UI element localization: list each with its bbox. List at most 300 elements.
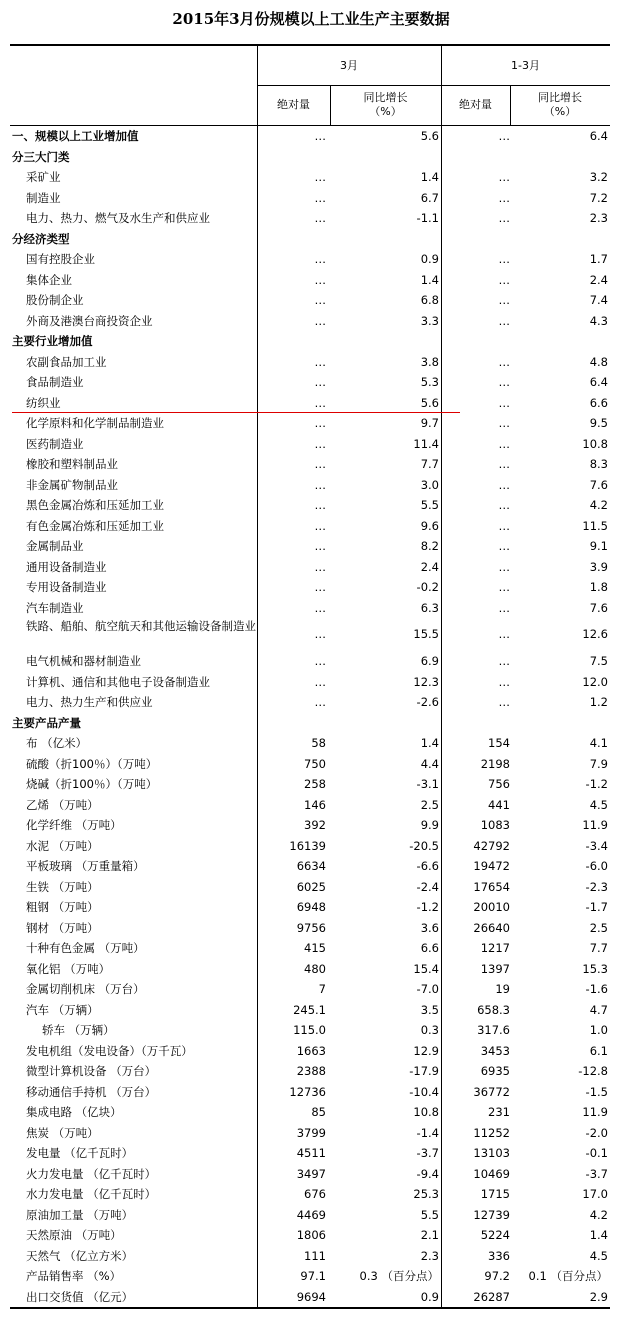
cell-march-abs: 9694 — [296, 1289, 326, 1304]
cell-q1-yoy: 12.6 — [582, 627, 608, 641]
row-label: 采矿业 — [26, 170, 61, 184]
cell-march-abs: 146 — [304, 797, 326, 812]
cell-q1-abs: … — [498, 313, 510, 328]
cell-march-yoy: 6.7 — [420, 190, 439, 205]
row-label: 原油加工量 （万吨） — [26, 1207, 134, 1222]
row-label: 通用设备制造业 — [26, 559, 107, 574]
cell-march-abs: 111 — [304, 1248, 326, 1263]
row-label: 水泥 （万吨） — [26, 838, 99, 853]
cell-march-abs: … — [314, 600, 326, 615]
cell-q1-abs: 2198 — [480, 756, 510, 771]
cell-march-yoy: 7.7 — [420, 457, 439, 471]
cell-march-abs: 58 — [311, 736, 326, 750]
row-label: 股份制企业 — [26, 293, 84, 307]
header-yoy-march: 同比增长 （%） — [363, 91, 408, 118]
cell-q1-abs: … — [498, 354, 510, 369]
table-row — [10, 1184, 610, 1205]
cell-q1-abs: 11252 — [473, 1125, 510, 1140]
table-row — [10, 454, 610, 475]
cell-q1-yoy: -3.4 — [585, 838, 608, 853]
cell-q1-abs: 19472 — [473, 859, 510, 873]
cell-march-yoy: -3.1 — [416, 777, 439, 791]
row-label: 乙烯 （万吨） — [26, 797, 99, 812]
cell-q1-abs: … — [498, 457, 510, 471]
table-row — [10, 126, 610, 147]
cell-q1-abs: … — [498, 695, 510, 709]
cell-q1-yoy: 7.6 — [589, 477, 608, 492]
cell-march-abs: 4511 — [296, 1146, 326, 1160]
cell-march-yoy: 8.2 — [420, 539, 439, 553]
cell-march-yoy: 1.4 — [420, 736, 439, 750]
cell-march-yoy: 1.4 — [420, 272, 439, 287]
cell-march-abs: 6025 — [296, 879, 326, 894]
cell-q1-abs: … — [498, 211, 510, 225]
cell-q1-yoy: 7.9 — [589, 756, 608, 771]
cell-q1-yoy: 4.5 — [589, 797, 608, 812]
table-row — [10, 774, 610, 795]
cell-march-abs: … — [314, 416, 326, 430]
cell-q1-abs: 756 — [488, 777, 510, 791]
cell-q1-yoy: 2.4 — [589, 272, 608, 287]
page-title: 2015年3月份规模以上工业生产主要数据 — [172, 10, 450, 28]
row-label: 化学原料和化学制品制造业 — [26, 416, 164, 430]
cell-q1-yoy: 15.3 — [582, 961, 608, 976]
cell-march-abs: 85 — [311, 1105, 326, 1119]
cell-q1-abs: 97.2 — [484, 1269, 510, 1283]
table-row — [10, 1164, 610, 1185]
table-row — [10, 393, 610, 414]
cell-q1-yoy: 7.6 — [589, 600, 608, 615]
table-row — [10, 1123, 610, 1144]
cell-march-yoy: 6.9 — [420, 654, 439, 668]
cell-march-abs: … — [314, 559, 326, 574]
cell-q1-abs: 1397 — [480, 961, 510, 976]
cell-march-yoy: 0.9 — [420, 252, 439, 266]
cell-march-yoy: 2.1 — [420, 1228, 439, 1242]
cell-q1-yoy: 7.4 — [589, 293, 608, 307]
cell-march-yoy: 2.4 — [420, 559, 439, 574]
cell-march-yoy: -9.4 — [416, 1166, 439, 1181]
cell-march-yoy: 5.6 — [420, 129, 439, 143]
cell-q1-yoy: 9.5 — [589, 416, 608, 430]
cell-march-abs: 415 — [304, 941, 326, 955]
cell-march-yoy: 3.3 — [420, 313, 439, 328]
table-row — [10, 713, 610, 734]
row-label: 硫酸（折100％）（万吨） — [26, 756, 158, 771]
cell-q1-abs: 658.3 — [477, 1002, 510, 1017]
row-label: 天然原油 （万吨） — [26, 1228, 122, 1242]
cell-q1-yoy: 6.1 — [589, 1043, 608, 1058]
row-label: 钢材 （万吨） — [26, 920, 99, 935]
cell-q1-yoy: 6.4 — [589, 375, 608, 389]
cell-march-abs: 1663 — [296, 1043, 326, 1058]
cell-q1-yoy: 4.7 — [589, 1002, 608, 1017]
row-label: 非金属矿物制品业 — [26, 477, 118, 492]
table-row — [10, 495, 610, 516]
cell-march-abs: … — [314, 627, 326, 641]
cell-march-abs: … — [314, 457, 326, 471]
cell-march-abs: … — [314, 293, 326, 307]
header-yoy-q1: 同比增长 （%） — [538, 91, 582, 118]
row-label: 产品销售率 （%） — [26, 1269, 122, 1283]
row-label: 氧化铝 （万吨） — [26, 961, 111, 976]
cell-march-yoy: 5.5 — [420, 498, 439, 512]
cell-q1-abs: 317.6 — [477, 1023, 510, 1037]
cell-march-yoy: 1.4 — [420, 170, 439, 184]
cell-march-yoy: 9.9 — [420, 818, 439, 832]
cell-q1-abs: 5224 — [480, 1228, 510, 1242]
header-abs-march: 绝对量 — [277, 98, 310, 111]
row-label: 电力、热力生产和供应业 — [26, 695, 153, 709]
cell-march-abs: 1806 — [296, 1228, 326, 1242]
table-row — [10, 475, 610, 496]
row-label: 金属制品业 — [26, 539, 84, 553]
row-label: 分三大门类 — [12, 149, 70, 164]
cell-march-abs: 9756 — [296, 920, 326, 935]
row-label: 分经济类型 — [12, 231, 70, 246]
cell-q1-yoy: 7.5 — [589, 654, 608, 668]
cell-march-yoy: -10.4 — [409, 1084, 439, 1099]
table-row — [10, 598, 610, 619]
cell-q1-yoy: 4.5 — [589, 1248, 608, 1263]
row-label: 微型计算机设备 （万台） — [26, 1064, 157, 1078]
table-body — [10, 126, 610, 1307]
cell-q1-abs: 10469 — [473, 1166, 510, 1181]
row-label: 黑色金属冶炼和压延加工业 — [26, 498, 164, 512]
cell-march-abs: 6634 — [296, 859, 326, 873]
cell-march-abs: … — [314, 674, 326, 689]
table-row — [10, 290, 610, 311]
cell-march-abs: 480 — [304, 961, 326, 976]
cell-q1-yoy: 1.0 — [589, 1023, 608, 1037]
cell-march-yoy: 15.4 — [413, 961, 439, 976]
cell-march-abs: … — [314, 354, 326, 369]
cell-q1-abs: 1083 — [480, 818, 510, 832]
row-label: 集体企业 — [26, 272, 72, 287]
cell-march-yoy: 6.6 — [420, 941, 439, 955]
cell-march-abs: … — [314, 395, 326, 410]
cell-march-yoy: 9.7 — [420, 416, 439, 430]
cell-march-yoy: -1.4 — [416, 1125, 439, 1140]
row-label: 平板玻璃 （万重量箱） — [26, 859, 145, 873]
cell-q1-abs: … — [498, 559, 510, 574]
table-row — [10, 516, 610, 537]
row-label: 一、规模以上工业增加值 — [12, 129, 139, 143]
table-row — [10, 651, 610, 672]
cell-q1-yoy: -2.0 — [585, 1125, 608, 1140]
cell-march-abs: … — [314, 211, 326, 225]
table-row — [10, 188, 610, 209]
table-row — [10, 147, 610, 168]
row-label: 十种有色金属 （万吨） — [26, 941, 145, 955]
cell-q1-abs: … — [498, 627, 510, 641]
table-row — [10, 733, 610, 754]
cell-march-yoy: 6.3 — [420, 600, 439, 615]
row-label: 农副食品加工业 — [26, 354, 107, 369]
cell-q1-abs: … — [498, 654, 510, 668]
cell-q1-abs: 441 — [488, 797, 510, 812]
table-row — [10, 1041, 610, 1062]
row-label: 焦炭 （万吨） — [26, 1125, 99, 1140]
table-row — [10, 372, 610, 393]
cell-q1-abs: 20010 — [473, 900, 510, 914]
cell-march-yoy: -17.9 — [409, 1064, 439, 1078]
header-abs-q1: 绝对量 — [459, 98, 492, 111]
row-label: 轿车 （万辆） — [42, 1023, 115, 1037]
table-row — [10, 270, 610, 291]
cell-q1-abs: … — [498, 539, 510, 553]
cell-q1-abs: … — [498, 674, 510, 689]
table-row — [10, 1020, 610, 1041]
table-row — [10, 557, 610, 578]
cell-march-abs: 6948 — [296, 900, 326, 914]
cell-q1-abs: 6935 — [480, 1064, 510, 1078]
cell-march-abs: … — [314, 580, 326, 594]
cell-q1-abs: … — [498, 170, 510, 184]
cell-march-abs: 12736 — [289, 1084, 326, 1099]
row-label: 主要行业增加值 — [12, 334, 93, 348]
cell-march-yoy: 25.3 — [413, 1187, 439, 1201]
row-label: 国有控股企业 — [26, 252, 95, 266]
cell-march-yoy: 5.5 — [420, 1207, 439, 1222]
row-label: 有色金属冶炼和压延加工业 — [26, 518, 164, 533]
cell-march-yoy: -1.1 — [416, 211, 439, 225]
cell-march-abs: 3497 — [296, 1166, 326, 1181]
cell-q1-yoy: 12.0 — [582, 674, 608, 689]
row-label: 汽车制造业 — [26, 600, 84, 615]
row-label: 主要产品产量 — [12, 715, 81, 730]
cell-march-abs: … — [314, 129, 326, 143]
cell-march-abs: … — [314, 436, 326, 451]
table-row — [10, 434, 610, 455]
cell-q1-abs: … — [498, 293, 510, 307]
cell-march-abs: … — [314, 252, 326, 266]
cell-q1-yoy: 9.1 — [589, 539, 608, 553]
cell-march-yoy: 4.4 — [420, 756, 439, 771]
cell-march-yoy: 12.3 — [413, 674, 439, 689]
cell-march-yoy: 2.5 — [420, 797, 439, 812]
table-row — [10, 577, 610, 598]
table-row — [10, 1246, 610, 1267]
cell-q1-yoy: 7.2 — [589, 190, 608, 205]
cell-q1-abs: 1217 — [480, 941, 510, 955]
cell-march-abs: 258 — [304, 777, 326, 791]
table-row — [10, 897, 610, 918]
cell-q1-abs: 42792 — [473, 838, 510, 853]
cell-q1-yoy: 1.7 — [589, 252, 608, 266]
cell-q1-yoy: 6.4 — [589, 129, 608, 143]
cell-march-abs: 7 — [318, 982, 326, 996]
cell-march-yoy: 6.8 — [420, 293, 439, 307]
cell-q1-yoy: 4.2 — [589, 1207, 608, 1222]
cell-q1-yoy: 2.5 — [589, 920, 608, 935]
table-row — [10, 413, 610, 434]
cell-q1-yoy: 4.8 — [589, 354, 608, 369]
row-label: 移动通信手持机 （万台） — [26, 1084, 157, 1099]
table-row — [10, 754, 610, 775]
cell-march-abs: 115.0 — [293, 1023, 326, 1037]
cell-q1-yoy: -3.7 — [585, 1166, 608, 1181]
cell-march-abs: … — [314, 477, 326, 492]
cell-march-yoy: -2.6 — [416, 695, 439, 709]
table-row — [10, 918, 610, 939]
row-label: 专用设备制造业 — [26, 580, 107, 594]
cell-q1-abs: … — [498, 375, 510, 389]
cell-q1-yoy: 8.3 — [589, 457, 608, 471]
cell-q1-abs: … — [498, 129, 510, 143]
cell-march-yoy: 2.3 — [420, 1248, 439, 1263]
table-row — [10, 836, 610, 857]
cell-q1-yoy: 11.5 — [582, 518, 608, 533]
cell-march-yoy: 9.6 — [420, 518, 439, 533]
row-label: 汽车 （万辆） — [26, 1002, 99, 1017]
cell-q1-yoy: 1.2 — [589, 695, 608, 709]
cell-march-abs: … — [314, 695, 326, 709]
cell-q1-abs: … — [498, 395, 510, 410]
cell-march-yoy: -7.0 — [416, 982, 439, 996]
table-row — [10, 979, 610, 1000]
row-label: 电力、热力、燃气及水生产和供应业 — [26, 211, 210, 225]
cell-q1-yoy: 3.2 — [589, 170, 608, 184]
cell-q1-yoy: 10.8 — [582, 436, 608, 451]
cell-q1-yoy: -1.5 — [585, 1084, 608, 1099]
cell-q1-yoy: -1.2 — [585, 777, 608, 791]
cell-q1-abs: … — [498, 600, 510, 615]
cell-q1-abs: 231 — [488, 1105, 510, 1119]
cell-march-abs: 16139 — [289, 838, 326, 853]
cell-q1-yoy: 4.2 — [589, 498, 608, 512]
cell-q1-yoy: 2.3 — [589, 211, 608, 225]
cell-q1-abs: … — [498, 498, 510, 512]
table-row — [10, 1143, 610, 1164]
table-row — [10, 938, 610, 959]
cell-q1-abs: 154 — [488, 736, 510, 750]
table-row — [10, 877, 610, 898]
cell-march-yoy: 10.8 — [413, 1105, 439, 1119]
cell-q1-abs: … — [498, 252, 510, 266]
cell-q1-yoy: -1.7 — [585, 900, 608, 914]
cell-march-abs: 4469 — [296, 1207, 326, 1222]
cell-march-yoy: 0.3 （百分点） — [359, 1269, 439, 1283]
cell-q1-abs: 17654 — [473, 879, 510, 894]
row-label: 天然气 （亿立方米） — [26, 1248, 134, 1263]
row-label: 火力发电量 （亿千瓦时） — [26, 1166, 157, 1181]
table-row — [10, 692, 610, 713]
cell-q1-yoy: 6.6 — [589, 395, 608, 410]
cell-q1-yoy: 1.4 — [589, 1228, 608, 1242]
cell-q1-abs: 336 — [488, 1248, 510, 1263]
cell-march-yoy: -6.6 — [416, 859, 439, 873]
cell-march-abs: … — [314, 272, 326, 287]
row-label: 发电量 （亿千瓦时） — [26, 1146, 134, 1160]
cell-q1-abs: 36772 — [473, 1084, 510, 1099]
row-label: 金属切削机床 （万台） — [26, 982, 145, 996]
cell-march-yoy: -20.5 — [409, 838, 439, 853]
cell-march-abs: … — [314, 539, 326, 553]
table-row — [10, 1205, 610, 1226]
cell-march-yoy: 3.6 — [420, 920, 439, 935]
cell-march-abs: 97.1 — [300, 1269, 326, 1283]
cell-march-abs: … — [314, 498, 326, 512]
cell-march-abs: … — [314, 518, 326, 533]
table-row — [10, 352, 610, 373]
cell-march-abs: … — [314, 170, 326, 184]
table-row — [10, 208, 610, 229]
cell-q1-yoy: 11.9 — [582, 1105, 608, 1119]
cell-march-yoy: 15.5 — [413, 627, 439, 641]
cell-q1-abs: … — [498, 272, 510, 287]
cell-q1-abs: … — [498, 580, 510, 594]
table-header — [10, 46, 610, 126]
row-label: 电气机械和器材制造业 — [26, 654, 141, 668]
row-label: 集成电路 （亿块） — [26, 1105, 122, 1119]
cell-q1-yoy: 4.1 — [589, 736, 608, 750]
row-label: 橡胶和塑料制品业 — [26, 457, 118, 471]
row-label: 医药制造业 — [26, 436, 84, 451]
cell-q1-yoy: 3.9 — [589, 559, 608, 574]
cell-q1-abs: 19 — [495, 982, 510, 996]
table-row — [10, 311, 610, 332]
table-row — [10, 536, 610, 557]
cell-q1-abs: 26287 — [473, 1289, 510, 1304]
table-row — [10, 856, 610, 877]
row-label: 铁路、船舶、航空航天和其他运输设备制造业 — [26, 619, 256, 633]
cell-q1-yoy: -12.8 — [578, 1064, 608, 1078]
row-label: 出口交货值 （亿元） — [26, 1289, 134, 1304]
table-row — [10, 1266, 610, 1287]
cell-q1-yoy: 17.0 — [582, 1187, 608, 1201]
row-label: 粗钢 （万吨） — [26, 900, 99, 914]
table-row — [10, 795, 610, 816]
row-label: 化学纤维 （万吨） — [26, 818, 122, 832]
table-row — [10, 1082, 610, 1103]
header-group-march: 3月 — [340, 59, 358, 72]
cell-q1-yoy: -2.3 — [585, 879, 608, 894]
cell-march-yoy: 5.3 — [420, 375, 439, 389]
header-group-q1: 1-3月 — [511, 59, 540, 72]
cell-march-yoy: -3.7 — [416, 1146, 439, 1160]
data-table — [10, 44, 610, 1309]
cell-q1-abs: … — [498, 477, 510, 492]
cell-q1-abs: … — [498, 436, 510, 451]
row-label: 计算机、通信和其他电子设备制造业 — [26, 674, 210, 689]
cell-march-yoy: -2.4 — [416, 879, 439, 894]
cell-q1-abs: … — [498, 190, 510, 205]
cell-q1-abs: 3453 — [480, 1043, 510, 1058]
cell-q1-abs: 12739 — [473, 1207, 510, 1222]
cell-march-yoy: 11.4 — [413, 436, 439, 451]
cell-march-abs: 245.1 — [293, 1002, 326, 1017]
table-row — [10, 229, 610, 250]
row-label: 纺织业 — [26, 395, 61, 410]
cell-q1-yoy: 1.8 — [589, 580, 608, 594]
cell-q1-yoy: 0.1 （百分点） — [528, 1269, 608, 1283]
cell-march-yoy: 0.3 — [420, 1023, 439, 1037]
table-row — [10, 1225, 610, 1246]
row-label: 水力发电量 （亿千瓦时） — [26, 1187, 157, 1201]
cell-march-abs: 676 — [304, 1187, 326, 1201]
table-row — [10, 331, 610, 352]
table-row — [10, 167, 610, 188]
cell-march-yoy: 5.6 — [420, 395, 439, 410]
cell-march-abs: 3799 — [296, 1125, 326, 1140]
cell-q1-yoy: -1.6 — [585, 982, 608, 996]
row-label: 制造业 — [26, 190, 61, 205]
cell-q1-yoy: 4.3 — [589, 313, 608, 328]
cell-march-abs: 392 — [304, 818, 326, 832]
cell-march-abs: … — [314, 375, 326, 389]
table-row — [10, 1000, 610, 1021]
